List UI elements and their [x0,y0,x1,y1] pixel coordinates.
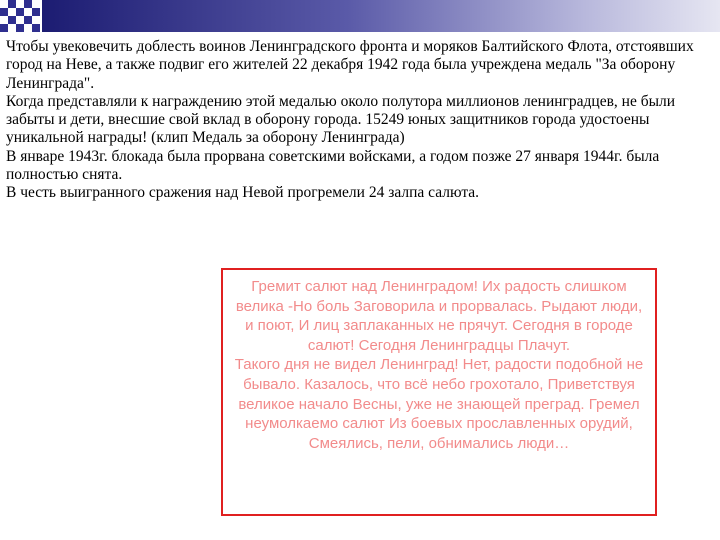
main-text-block [6,38,714,203]
paragraph-salute: В честь выигранного сражения над Невой прогремели 24 залпа салюта. [6,184,480,202]
title-gradient-bar [42,0,720,32]
checker-pattern-icon [0,0,40,32]
paragraph-blockade: В январе 1943г. блокада была прорвана советскими войсками, а годом позже 27 января 1944г. была полностью снята. [6,147,660,184]
paragraph-medal: Чтобы увековечить доблесть воинов Ленинградского фронта и моряков Балтийского Флота, отстоявших город на Неве, а также подвиг его жителей 22 декабря 1942 года была учреждена медаль "За оборону Ленинграда". [6,38,694,92]
poem-box [221,268,657,516]
poem-stanza-2: Такого дня не видел Ленинград! Нет, радости подобной не бывало. Казалось, что всё небо грохотало, Приветствуя великое начало Весны, уже не знающей преград. Гремел неумолкаемо салют Из боевых прославленных орудий, Смеялись, пели, обнимались люди… [234,356,644,452]
poem-stanza-1: Гремит салют над Ленинградом! Их радость слишком велика -Но боль Заговорила и прорвалась. Рыдают люди, и поют, И лиц заплаканных не прячут. Сегодня в городе салют! Сегодня Ленинградцы Плачут. [235,278,643,354]
paragraph-children: Когда представляли к награждению этой медалью около полутора миллионов ленинградцев, не были забыты и дети, внесшие свой вклад в оборону города. 15249 юных защитников города удостоены уникальной награды! (клип Медаль за оборону Ленинграда) [6,92,676,147]
